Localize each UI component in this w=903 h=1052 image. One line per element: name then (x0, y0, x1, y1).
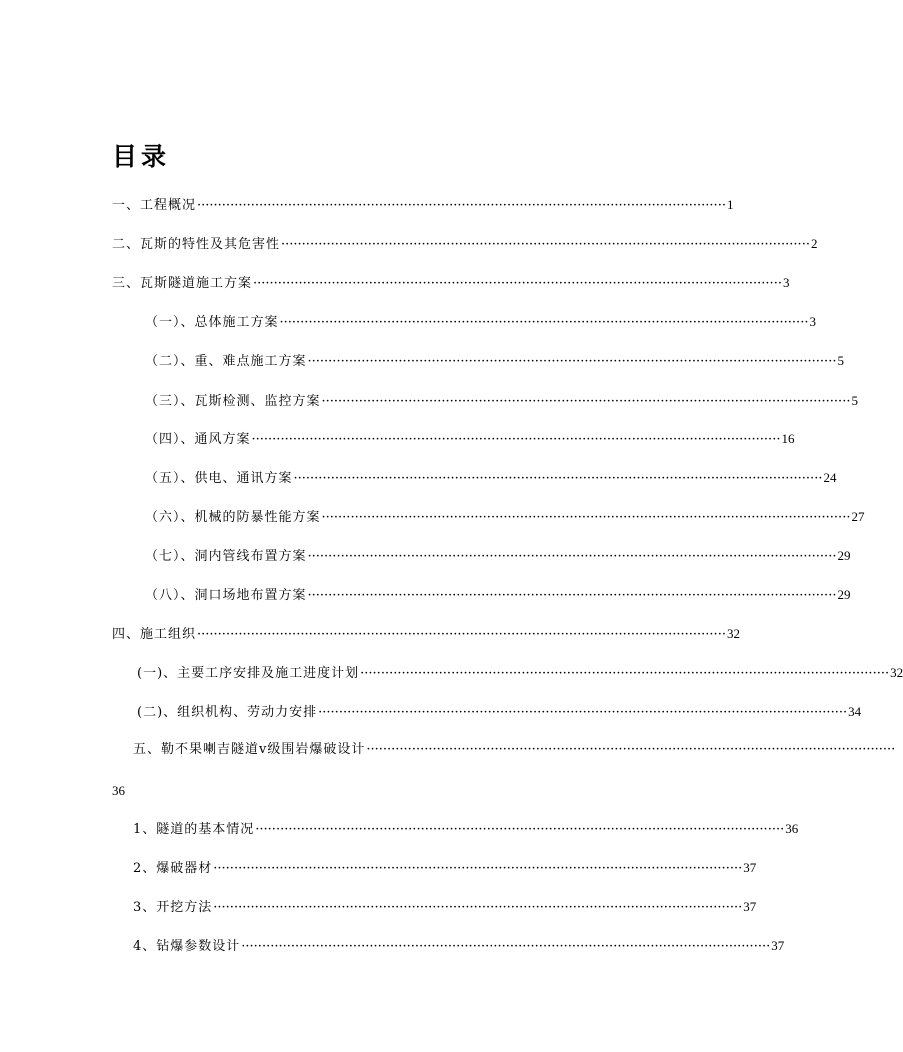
toc-entry-page: 2 (810, 236, 818, 251)
toc-entry-label: 二、瓦斯的特性及其危害性 (112, 237, 281, 252)
toc-leader-dots: ································································································································ (360, 666, 890, 681)
toc-leader-dots: ································································································································ (213, 900, 743, 915)
toc-leader-dots: ································································································································ (279, 315, 809, 330)
toc-leader-dots: ································································································································ (366, 742, 896, 757)
toc-entry-page: 3 (809, 314, 816, 329)
toc-leader-dots: ································································································································ (213, 861, 743, 876)
toc-entry-page: 27 (851, 509, 865, 524)
toc-entry[interactable] (145, 429, 795, 449)
toc-entry[interactable] (133, 740, 896, 760)
toc-entry-page: 3 (782, 275, 790, 290)
toc-entry-label: 一、工程概况 (112, 198, 197, 213)
toc-entry-page: 37 (743, 860, 757, 875)
toc-entry[interactable] (133, 858, 757, 878)
toc-entry[interactable] (133, 897, 757, 917)
toc-entry[interactable] (145, 351, 844, 371)
toc-entry-page: 36 (112, 783, 125, 798)
toc-leader-dots: ································································································································ (197, 627, 726, 642)
toc-entry-page: 37 (743, 899, 757, 914)
toc-entry-label: （一）、总体施工方案 (145, 315, 279, 330)
toc-entry-label: (一)、主要工序安排及施工进度计划 (137, 666, 360, 681)
toc-entry[interactable] (112, 273, 790, 293)
toc-leader-dots: ································································································································ (321, 510, 851, 525)
toc-entry-page: 24 (823, 470, 837, 485)
toc-leader-dots: ································································································································ (318, 705, 848, 720)
toc-entry[interactable] (145, 391, 858, 411)
toc-entry[interactable] (133, 819, 799, 839)
toc-leader-dots: ································································································································ (197, 198, 726, 213)
toc-entry[interactable] (145, 507, 865, 527)
toc-entry-label: (二)、组织机构、劳动力安排 (137, 705, 318, 720)
toc-leader-dots: ································································································································ (281, 237, 810, 252)
toc-leader-dots: ································································································································ (251, 432, 781, 447)
toc-leader-dots: ································································································································ (307, 354, 837, 369)
toc-entry[interactable] (112, 195, 734, 215)
toc-entry[interactable] (145, 546, 851, 566)
toc-entry-label: 四、施工组织 (112, 627, 197, 642)
toc-leader-dots: ································································································································ (241, 939, 771, 954)
toc-entry[interactable] (112, 624, 740, 644)
toc-entry[interactable] (112, 234, 818, 254)
toc-entry[interactable] (145, 312, 816, 332)
toc-entry-label: （六）、机械的防暴性能方案 (145, 510, 321, 525)
toc-leader-dots: ································································································································ (307, 549, 837, 564)
toc-entry-label: （三）、瓦斯检测、监控方案 (145, 394, 321, 409)
toc-leader-dots: ································································································································ (307, 588, 837, 603)
toc-entry-page: 32 (726, 626, 740, 641)
toc-entry-page: 36 (785, 821, 799, 836)
toc-leader-dots: ································································································································ (255, 822, 785, 837)
toc-entry-label: （七）、洞内管线布置方案 (145, 549, 307, 564)
toc-entry-page: 5 (851, 393, 858, 408)
toc-entry-label: （五）、供电、通讯方案 (145, 471, 293, 486)
toc-leader-dots: ································································································································ (293, 471, 823, 486)
page-title: 目录 (112, 142, 171, 171)
toc-entry-label: （二）、重、难点施工方案 (145, 354, 307, 369)
toc-entry-label: 五、勒不果喇吉隧道v级围岩爆破设计 (133, 742, 366, 757)
toc-leader-dots: ································································································································ (253, 276, 782, 291)
toc-entry[interactable] (145, 468, 837, 488)
toc-entry-page: 1 (726, 197, 734, 212)
toc-entry-label: 1、隧道的基本情况 (133, 822, 255, 837)
toc-entry-page: 29 (837, 548, 851, 563)
toc-entry[interactable] (137, 702, 862, 722)
toc-entry-label: 2、爆破器材 (133, 861, 213, 876)
toc-entry-page: 16 (781, 431, 795, 446)
toc-entry-page: 32 (890, 665, 903, 680)
toc-entry-page: 5 (837, 353, 844, 368)
toc-entry[interactable] (137, 663, 903, 683)
toc-entry-label: （四）、通风方案 (145, 432, 251, 447)
toc-leader-dots: ································································································································ (321, 394, 851, 409)
toc-entry-label: （八）、洞口场地布置方案 (145, 588, 307, 603)
toc-entry-page: 34 (848, 704, 862, 719)
toc-entry-page: 29 (837, 587, 851, 602)
toc-entry-page: 37 (771, 938, 785, 953)
toc-entry[interactable] (133, 936, 785, 956)
toc-entry[interactable] (145, 585, 851, 605)
toc-entry-label: 3、开挖方法 (133, 900, 213, 915)
toc-entry-label: 4、钻爆参数设计 (133, 939, 241, 954)
toc-entry-label: 三、瓦斯隧道施工方案 (112, 276, 253, 291)
